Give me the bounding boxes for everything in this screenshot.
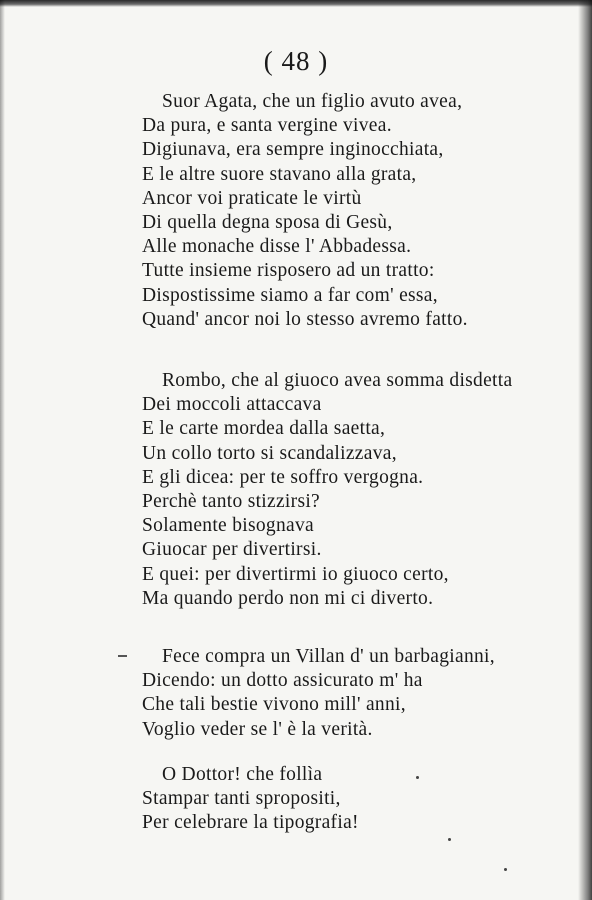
verse-line: Stampar tanti spropositi, — [142, 788, 341, 810]
stanza-1 — [142, 90, 468, 332]
verse-line: O Dottor! che follìa — [162, 764, 323, 785]
verse-line: E gli dicea: per te soffro vergogna. — [142, 466, 424, 488]
verse-line: Un collo torto si scandalizzava, — [142, 442, 397, 464]
verse-line: Tutte insieme risposero ad un tratto: — [142, 260, 435, 282]
verse-line: Ma quando perdo non mi ci diverto. — [142, 587, 434, 609]
verse-line: Fece compra un Villan d' un barbagianni, — [162, 646, 495, 667]
scan-right-edge — [578, 0, 592, 900]
verse-line: Digiunava, era sempre inginocchiata, — [142, 139, 444, 161]
verse-line: Quand' ancor noi lo stesso avremo fatto. — [142, 308, 468, 330]
ink-speck — [448, 838, 451, 841]
scan-top-edge — [0, 0, 592, 7]
verse-line: Giuocar per divertirsi. — [142, 539, 322, 561]
verse-line: Di quella degna sposa di Gesù, — [142, 211, 393, 233]
verse-line: E le carte mordea dalla saetta, — [142, 418, 386, 440]
verse-line: Rombo, che al giuoco avea somma disdetta — [162, 370, 513, 391]
verse-line: Per celebrare la tipografia! — [142, 812, 359, 834]
verse-line: Dei moccoli attaccava — [142, 394, 322, 416]
verse-line: Da pura, e santa vergine vivea. — [142, 115, 392, 137]
verse-line: Alle monache disse l' Abbadessa. — [142, 236, 412, 258]
verse-line: Perchè tanto stizzirsi? — [142, 490, 321, 512]
page-number: ( 48 ) — [263, 46, 329, 76]
verse-line: Solamente bisognava — [142, 515, 314, 537]
verse-line: Voglio veder se l' è la verità. — [142, 718, 373, 740]
stanza-4 — [142, 763, 359, 836]
verse-line: Dispostissime siamo a far com' essa, — [142, 284, 438, 306]
verse-line: E le altre suore stavano alla grata, — [142, 163, 417, 185]
scan-left-edge — [0, 0, 5, 900]
verse-line: Ancor voi praticate le virtù — [142, 187, 362, 209]
ink-speck — [416, 776, 419, 779]
verse-line: Suor Agata, che un figlio avuto avea, — [162, 91, 463, 112]
stanza-2 — [142, 369, 512, 611]
verse-line: Dicendo: un dotto assicurato m' ha — [142, 670, 423, 692]
verse-line: Che tali bestie vivono mill' anni, — [142, 694, 406, 716]
ink-speck — [504, 868, 507, 871]
stanza-3 — [142, 645, 495, 742]
margin-dash-mark — [118, 655, 127, 657]
verse-line: E quei: per divertirmi io giuoco certo, — [142, 563, 449, 585]
